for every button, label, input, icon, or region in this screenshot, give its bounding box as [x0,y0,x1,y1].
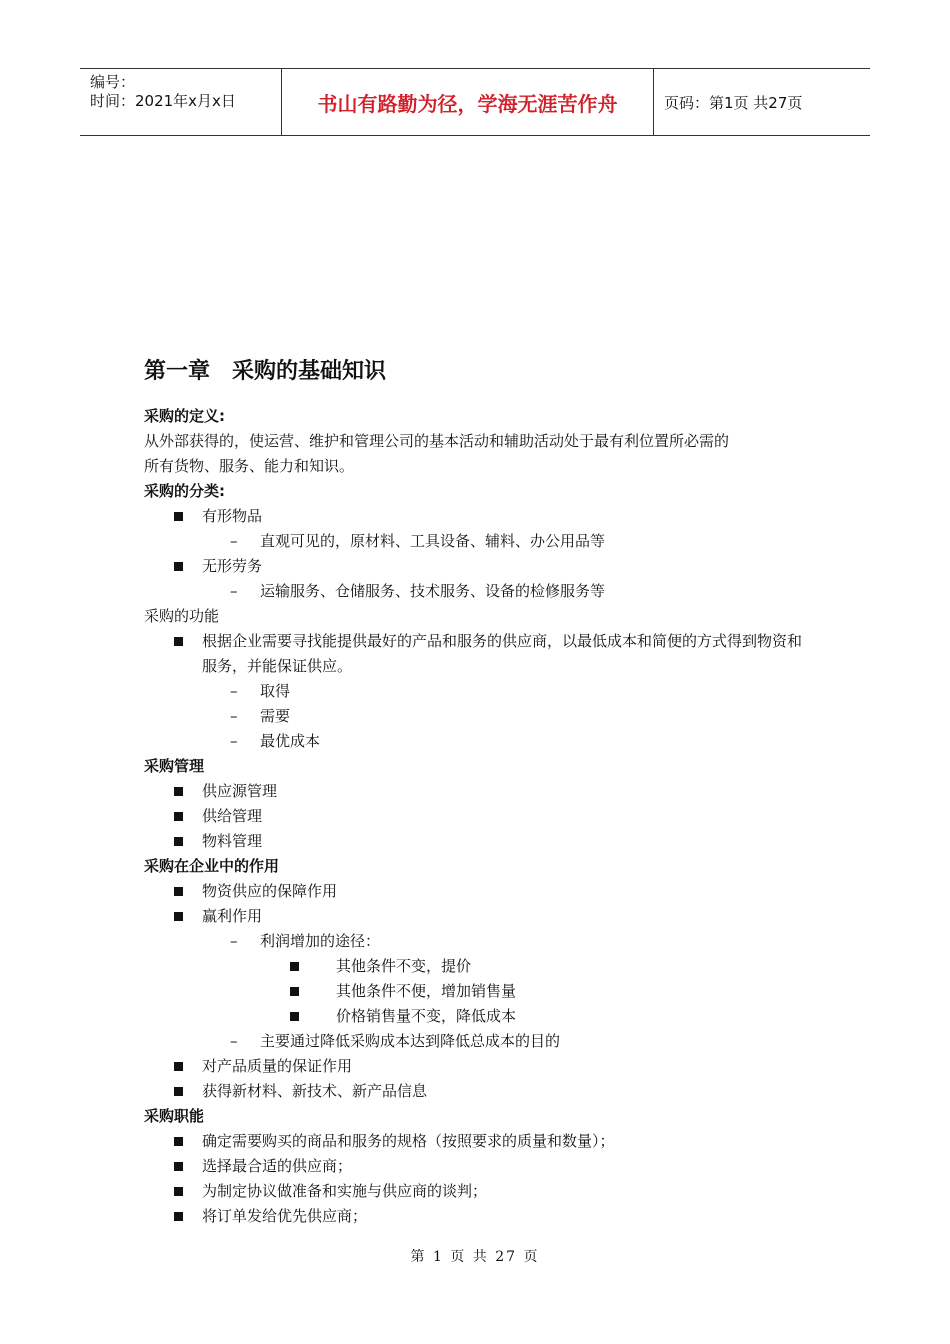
list-item [144,904,824,929]
list-item-text: 主要通过降低采购成本达到降低总成本的目的 [260,1032,561,1050]
list-item [144,1129,824,1154]
list-item [144,554,824,579]
list-item-text: 将订单发给优先供应商； [202,1207,368,1225]
list-item-text: 最优成本 [260,732,321,750]
list-item [144,629,824,679]
list-item [144,979,824,1004]
list-item-text: 有形物品 [202,507,263,525]
list-item-text: 其他条件不变，提价 [336,957,472,975]
list-item [144,1154,824,1179]
list-item-text: 根据企业需要寻找能提供最好的产品和服务的供应商，以最低成本和简便的方式得到物资和服务，并能保证供应。 [202,632,803,675]
list-item [144,779,824,804]
dash-bullet-icon: – [230,532,238,550]
square-bullet-icon [174,837,183,846]
square-bullet-icon [174,1212,183,1221]
square-bullet-icon [290,1012,299,1021]
duties-heading: 采购职能 [144,1107,205,1125]
list-item [144,804,824,829]
list-item [144,504,824,529]
dash-bullet-icon: – [230,707,238,725]
square-bullet-icon [174,1187,183,1196]
dash-bullet-icon: – [230,1032,238,1050]
document-body [144,354,824,1229]
page-header [80,68,870,136]
list-item [144,929,824,954]
list-item-text: 供给管理 [202,807,263,825]
list-item-text: 供应源管理 [202,782,278,800]
dash-bullet-icon: – [230,582,238,600]
square-bullet-icon [290,987,299,996]
square-bullet-icon [174,912,183,921]
square-bullet-icon [174,787,183,796]
list-item-text: 获得新材料、新技术、新产品信息 [202,1082,428,1100]
list-item-text: 选择最合适的供应商； [202,1157,353,1175]
list-item [144,679,824,704]
list-item [144,1204,824,1229]
square-bullet-icon [174,887,183,896]
list-item [144,954,824,979]
square-bullet-icon [174,512,183,521]
square-bullet-icon [174,637,183,646]
list-item-text: 无形劳务 [202,557,263,575]
dash-bullet-icon: – [230,732,238,750]
page-footer: 第 1 页 共 27 页 [410,1249,540,1265]
definition-heading: 采购的定义: [144,407,225,425]
list-item-text: 对产品质量的保证作用 [202,1057,353,1075]
role-heading: 采购在企业中的作用 [144,857,280,875]
square-bullet-icon [290,962,299,971]
classification-heading: 采购的分类: [144,482,225,500]
chapter-title: 第一章 采购的基础知识 [144,359,387,384]
list-item [144,829,824,854]
square-bullet-icon [174,1087,183,1096]
square-bullet-icon [174,562,183,571]
square-bullet-icon [174,1137,183,1146]
header-page-info: 页码：第1页 共27页 [664,93,803,112]
header-number-label: 编号： [90,73,136,91]
list-item-text: 直观可见的，原材料、工具设备、辅料、办公用品等 [260,532,606,550]
list-item [144,579,824,604]
list-item-text: 其他条件不便，增加销售量 [336,982,517,1000]
square-bullet-icon [174,1162,183,1171]
definition-text-line-2: 所有货物、服务、能力和知识。 [144,457,355,475]
function-heading: 采购的功能 [144,607,220,625]
list-item-text: 需要 [260,707,291,725]
list-item-text: 物料管理 [202,832,263,850]
square-bullet-icon [174,812,183,821]
list-item-text: 赢利作用 [202,907,263,925]
list-item [144,1004,824,1029]
list-item [144,1079,824,1104]
list-item [144,879,824,904]
list-item [144,729,824,754]
list-item-text: 物资供应的保障作用 [202,882,338,900]
list-item-text: 取得 [260,682,291,700]
square-bullet-icon [174,1062,183,1071]
header-meta [80,69,282,135]
list-item [144,1054,824,1079]
definition-text-line-1: 从外部获得的，使运营、维护和管理公司的基本活动和辅助活动处于最有利位置所必需的 [144,432,730,450]
list-item [144,529,824,554]
list-item [144,1029,824,1054]
list-item-text: 利润增加的途径： [260,932,381,950]
list-item-text: 为制定协议做准备和实施与供应商的谈判； [202,1182,488,1200]
management-heading: 采购管理 [144,757,205,775]
list-item [144,1179,824,1204]
dash-bullet-icon: – [230,682,238,700]
list-item-text: 价格销售量不变，降低成本 [336,1007,517,1025]
header-motto: 书山有路勤为径，学海无涯苦作舟 [282,69,654,135]
list-item-text: 运输服务、仓储服务、技术服务、设备的检修服务等 [260,582,606,600]
header-time-label: 时间：2021年x月x日 [90,92,236,110]
list-item-text: 确定需要购买的商品和服务的规格（按照要求的质量和数量）； [202,1132,615,1150]
list-item [144,704,824,729]
dash-bullet-icon: – [230,932,238,950]
